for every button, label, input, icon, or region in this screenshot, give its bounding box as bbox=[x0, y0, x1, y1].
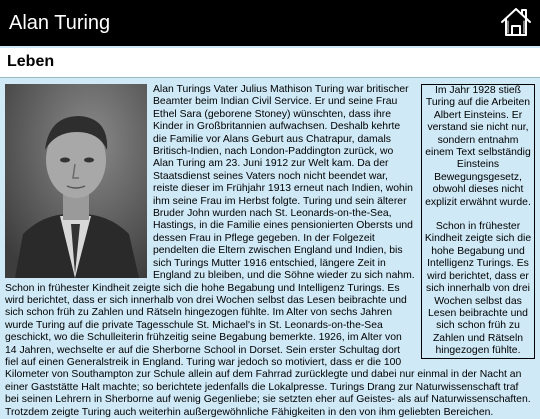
portrait-photo bbox=[5, 84, 147, 278]
biography-text: Alan Turings Vater Julius Mathison Turing war britischer Beamter beim Indian Civil Service. Er und seine Frau Ethel Sara (geborene Stoney) wünschten, dass ihre Kinder in Großbritannien aufwachsen. Deshalb kehrte die Familie vor Alans Geburt aus Chatrapur, damals Britisch-Indien, nach London-Paddington zurück, wo Alan Turing am 23. Juni 1912 zur Welt kam. Da der Staatsdienst seines Vaters noch nicht beendet war, reiste dieser im Frühjahr 1913 erneut nach Indien, wohin ihm seine Frau im Herbst folgte. Turing und sein älterer Bruder John wurden nach St. Leonards-on-the-Sea, Hastings, in die Familie eines pensionierten Obersts und dessen Frau in Pflege gegeben. In der Folgezeit pendelten die Eltern zwischen England und Indien, bis sich Turings Mutter 1916 entschied, längere Zeit in England zu bleiben, und die Söhne wieder zu sich nahm. Schon in frühester Kindheit zeigte sich die hohe Begabung und Intelligenz Turings. Es wird berichtet, dass er sich innerhalb von drei Wochen selbst das Lesen beibrachte und sich schon früh zu Zahlen und Rätseln hingezogen fühlte. Im Alter von sechs Jahren wurde Turing auf die private Tagesschule St. Michael's in St. Leonards-on-the-Sea geschickt, wo die Schulleiterin frühzeitig seine Begabung bemerkte. 1926, im Alter von 14 Jahren, wechselte er auf die Sherborne School in Dorset. Sein erster Schultag dort fiel auf einen Generalstreik in England. Turing war jedoch so motiviert, dass er die 100 Kilometer von Southampton zur Schule allein auf dem Fahrrad zurücklegte und dabei nur einmal in der Nacht an einer Gaststätte Halt machte; so berichtete jedenfalls die Lokalpresse. Turings Drang zur Naturwissenschaft traf bei seinen Lehrern in Sherborne auf wenig Gegenliebe; sie setzten eher auf Geistes- als auf Naturwissenschaften. Trotzdem zeigte Turing auch weiterhin außergewöhnliche Fähigkeiten in den von ihm geliebten Bereichen. bbox=[5, 84, 531, 418]
app-bar bbox=[0, 0, 540, 46]
home-icon[interactable] bbox=[499, 5, 533, 39]
info-box-paragraph-1: Im Jahr 1928 stieß Turing auf die Arbeiten Albert Einsteins. Er verstand sie nicht nur, sondern entnahm einem Text selbständig Einsteins Bewegungsgesetz, obwohl dieses nicht explizit erwähnt wurde. bbox=[425, 85, 531, 208]
section-heading: Leben bbox=[7, 53, 55, 70]
section-header bbox=[0, 48, 540, 78]
app-title: Alan Turing bbox=[9, 12, 111, 34]
article-content bbox=[5, 84, 535, 418]
info-box bbox=[421, 84, 535, 359]
info-box-paragraph-2: Schon in frühester Kindheit zeigte sich die hohe Begabung und Intelligenz Turings. Es wird berichtet, dass er sich innerhalb von drei Wochen selbst das Lesen beibrachte und sich schon früh zu Zahlen und Rätseln hingezogen fühlte. bbox=[424, 221, 532, 357]
